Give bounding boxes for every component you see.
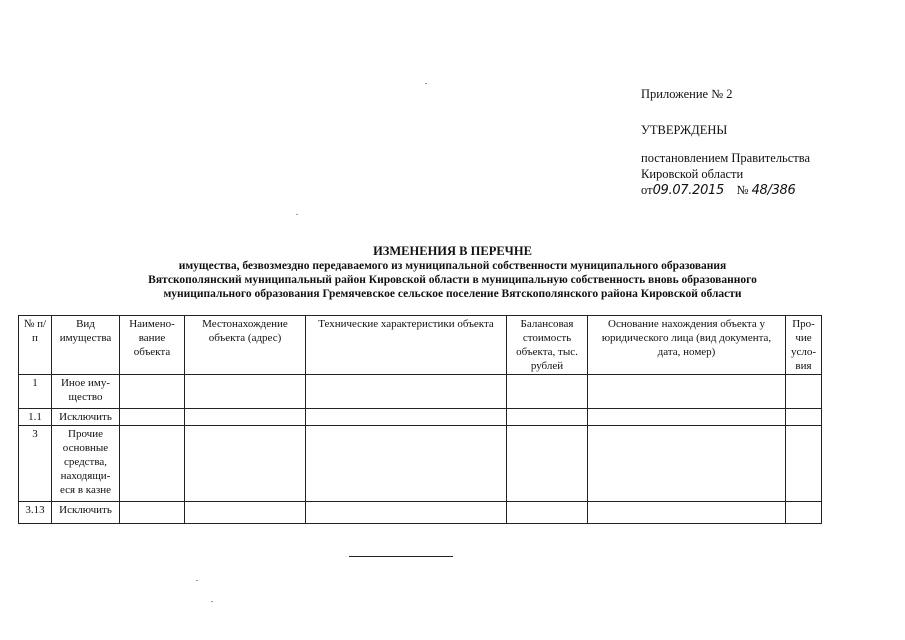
table-cell [306, 502, 507, 524]
approval-block [641, 86, 810, 199]
table-cell [786, 409, 822, 426]
table-cell [185, 502, 306, 524]
table-cell [588, 375, 786, 409]
title-line-3: муниципального образования Гремячевское сельское поселение Вятскополянского района Кировской области [163, 288, 742, 300]
table-cell [786, 502, 822, 524]
table-cell [588, 426, 786, 502]
table-cell: 1.1 [19, 409, 52, 426]
header-cell: Балансовая стоимость объекта, тыс. рублей [507, 316, 588, 375]
table-cell [120, 426, 185, 502]
number-prefix: № [736, 183, 749, 197]
table-cell [120, 502, 185, 524]
resolution-line: постановлением Правительства [641, 151, 811, 165]
scan-speck [211, 601, 213, 602]
table-cell [185, 375, 306, 409]
header-cell: Наимено-вание объекта [120, 316, 185, 375]
table-cell: 1 [19, 375, 52, 409]
table-cell: 3.13 [19, 502, 52, 524]
property-table [18, 315, 822, 524]
handwritten-number: 48/386 [751, 183, 796, 198]
scan-speck [196, 580, 198, 581]
table-cell [120, 375, 185, 409]
table-row [19, 426, 822, 502]
table-cell [507, 409, 588, 426]
header-cell: Вид имущества [52, 316, 120, 375]
header-cell: Технические характеристики объекта [306, 316, 507, 375]
table-cell [588, 409, 786, 426]
table-cell [185, 409, 306, 426]
table-cell [588, 502, 786, 524]
title-line-2: Вятскополянский муниципальный район Кировской области в муниципальную собственность вновь образованного [148, 274, 757, 286]
table-cell [507, 426, 588, 502]
document-title [0, 244, 905, 301]
table-cell: Исключить [52, 409, 120, 426]
header-cell: Про-чие усло-вия [786, 316, 822, 375]
table-row [19, 409, 822, 426]
table-cell [786, 426, 822, 502]
table-row [19, 502, 822, 524]
title-heading: ИЗМЕНЕНИЯ В ПЕРЕЧНЕ [373, 244, 532, 258]
scan-speck [296, 214, 298, 215]
title-line-1: имущества, безвозмездно передаваемого из муниципальной собственности муниципального образования [178, 260, 727, 272]
header-cell: Основание нахождения объекта у юридического лица (вид документа, дата, номер) [588, 316, 786, 375]
table-cell [507, 502, 588, 524]
handwritten-date: 09.07.2015 [652, 183, 724, 198]
table-cell [507, 375, 588, 409]
table-cell [185, 426, 306, 502]
header-cell: Местонахождение объекта (адрес) [185, 316, 306, 375]
table-cell [306, 375, 507, 409]
table-header-row [19, 316, 822, 375]
date-number-line [641, 182, 810, 199]
table-cell: Иное иму-щество [52, 375, 120, 409]
table-cell [306, 426, 507, 502]
table-cell [120, 409, 185, 426]
header-cell: № п/п [19, 316, 52, 375]
table-cell [786, 375, 822, 409]
table-cell: Прочие основные средства, находящи-еся в казне [52, 426, 120, 502]
region-line: Кировской области [641, 167, 744, 181]
table-cell: Исключить [52, 502, 120, 524]
table-row [19, 375, 822, 409]
table-cell: 3 [19, 426, 52, 502]
appendix-label: Приложение № 2 [641, 87, 733, 101]
approved-label: УТВЕРЖДЕНЫ [641, 123, 728, 137]
scan-speck [425, 83, 427, 84]
from-prefix: от [641, 183, 653, 197]
signature-line [349, 556, 453, 557]
table-cell [306, 409, 507, 426]
